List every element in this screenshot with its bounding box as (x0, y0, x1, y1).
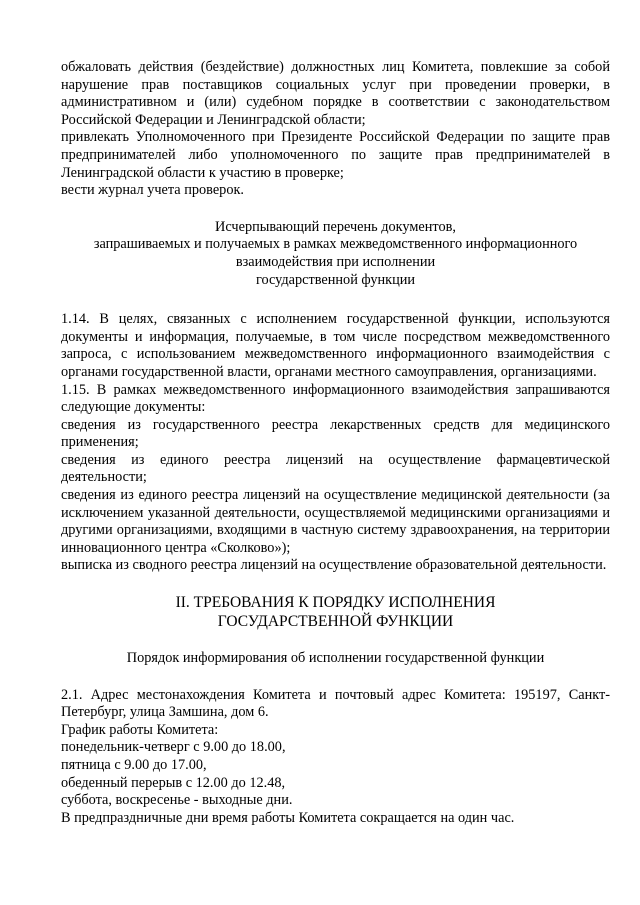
informing-procedure-heading: Порядок информирования об исполнении государственной функции (126, 650, 545, 667)
schedule-mon-thu: понедельник-четверг с 9.00 до 18.00, (61, 739, 286, 756)
paragraph-1-14: 1.14. В целях, связанных с исполнением государственной функции, используются документы и информация, получаемые, в том числе посредством межведомственного запроса, с использованием межведомственного информационного взаимодействия с органами государственной власти, органами местного самоуправления, организациями. (61, 311, 610, 380)
paragraph-2-1-address: 2.1. Адрес местонахождения Комитета и почтовый адрес Комитета: 195197, Санкт-Петербург, улица Замшина, дом 6. (61, 686, 610, 721)
schedule-friday: пятница с 9.00 до 17.00, (61, 757, 207, 773)
list-item-medical-licenses: сведения из единого реестра лицензий на осуществление медицинской деятельности (за исключением указанной деятельности, осуществляемой медицинскими организациями и другими организациями, входящими в частную систему здравоохранения, на территории инновационного центра «Сколково»); (61, 487, 610, 556)
document-page (61, 59, 610, 827)
intro-paragraph-journal: вести журнал учета проверок. (61, 182, 244, 199)
documents-heading-line-1: Исчерпывающий перечень документов, (215, 218, 456, 235)
intro-paragraph-appeal: обжаловать действия (бездействие) должностных лиц Комитета, повлекшие за собой нарушение прав поставщиков социальных услуг при проведении проверки, в административном и (или) судебном порядке в соответствии с законодательством Российской Федерации и Ленинградской области; (61, 59, 610, 128)
section-2-title-line-1: II. ТРЕБОВАНИЯ К ПОРЯДКУ ИСПОЛНЕНИЯ (175, 594, 496, 612)
list-item-drug-registry: сведения из государственного реестра лекарственных средств для медицинского применения; (61, 416, 610, 451)
documents-heading-line-2: запрашиваемых и получаемых в рамках межведомственного информационного (93, 236, 578, 253)
schedule-weekend: суббота, воскресенье - выходные дни. (61, 792, 293, 809)
paragraph-1-15: 1.15. В рамках межведомственного информационного взаимодействия запрашиваются следующие документы: (61, 381, 610, 416)
intro-paragraph-ombudsman: привлекать Уполномоченного при Президенте Российской Федерации по защите прав предпринимателей либо уполномоченного по защите прав предпринимателей в Ленинградской области к участию в проверке; (61, 129, 610, 181)
schedule-lunch: обеденный перерыв с 12.00 до 12.48, (61, 774, 286, 791)
list-item-pharmacy-licenses: сведения из единого реестра лицензий на осуществление фармацевтической деятельности; (61, 451, 610, 486)
documents-heading-line-3: взаимодействия при исполнении (235, 253, 436, 270)
section-2-title (61, 594, 610, 631)
schedule-title: График работы Комитета: (61, 721, 219, 738)
section-2-title-line-2: ГОСУДАРСТВЕННОЙ ФУНКЦИИ (217, 612, 454, 630)
documents-heading-line-4: государственной функции (255, 271, 416, 288)
list-item-education-licenses: выписка из сводного реестра лицензий на осуществление образовательной деятельности. (61, 557, 607, 574)
documents-heading (61, 219, 610, 289)
schedule-pre-holiday: В предпраздничные дни время работы Комитета сокращается на один час. (61, 809, 515, 826)
